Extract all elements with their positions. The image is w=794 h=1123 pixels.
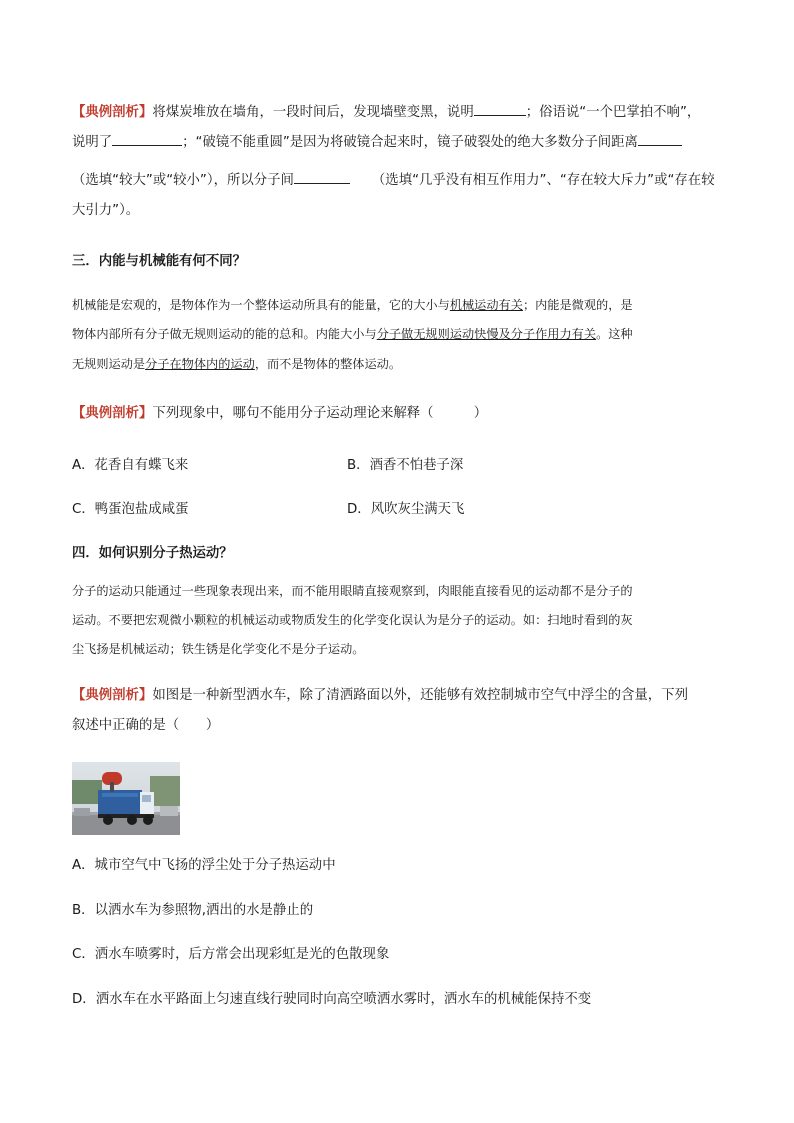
q3-line-2: 叙述中正确的是（ ） (72, 718, 220, 733)
q2-option-d[interactable]: D．风吹灰尘满天飞 (347, 502, 465, 517)
q2-stem: 【典例剖析】下列现象中，哪句不能用分子运动理论来解释（ ） (72, 406, 488, 421)
q3-option-d[interactable]: D．洒水车在水平路面上匀速直线行驶同时向高空喷洒水雾时，洒水车的机械能保持不变 (72, 992, 592, 1007)
sprinkler-truck-illustration (72, 762, 180, 835)
q1-line-2: 说明了 ；“破镜不能重圆”是因为将破镜合起来时，镜子破裂处的绝大多数分子间距离 (72, 131, 732, 153)
answer-blank[interactable] (638, 131, 682, 146)
q2-option-a[interactable]: A．花香自有蝶飞来 (72, 458, 189, 473)
section-3-line-1: 机械能是宏观的，是物体作为一个整体运动所具有的能量，它的大小与机械运动有关；内能是微观的，是 (72, 298, 633, 312)
example-tag: 【典例剖析】 (72, 105, 153, 120)
answer-blank[interactable] (474, 101, 526, 116)
section-3-title: 三．内能与机械能有何不同？ (72, 254, 247, 269)
sprinkler-truck-photo (72, 762, 180, 835)
section-4-title: 四．如何识别分子热运动？ (72, 546, 233, 561)
q2-option-c[interactable]: C．鸭蛋泡盐成咸蛋 (72, 502, 189, 517)
section-3-line-3: 无规则运动是分子在物体内的运动，而不是物体的整体运动。 (72, 357, 402, 371)
q3-option-a[interactable]: A．城市空气中飞扬的浮尘处于分子热运动中 (72, 858, 336, 873)
q3-line-1: 【典例剖析】如图是一种新型洒水车，除了清洒路面以外，还能够有效控制城市空气中浮尘的含量，下列 (72, 688, 688, 703)
q1-line-1: 【典例剖析】将煤炭堆放在墙角，一段时间后，发现墙壁变黑，说明 ；俗语说“一个巴掌拍不响”， (72, 101, 732, 123)
q1-line-4: 大引力”）。 (72, 203, 140, 218)
example-tag: 【典例剖析】 (72, 406, 153, 421)
section-4-line-1: 分子的运动只能通过一些现象表现出来，而不能用眼睛直接观察到，肉眼能直接看见的运动都不是分子的 (72, 584, 633, 598)
section-4-line-2: 运动。不要把宏观微小颗粒的机械运动或物质发生的化学变化误认为是分子的运动。如：扫地时看到的灰 (72, 613, 633, 627)
q1-line-3: （选填“较大”或“较小”），所以分子间 （选填“几乎没有相互作用力”、“存在较大斥力”或“存在较 (72, 169, 732, 191)
section-4-line-3: 尘飞扬是机械运动；铁生锈是化学变化不是分子运动。 (72, 642, 365, 656)
answer-blank[interactable] (294, 169, 350, 184)
q2-option-b[interactable]: B．酒香不怕巷子深 (347, 458, 464, 473)
q3-option-b[interactable]: B．以洒水车为参照物,洒出的水是静止的 (72, 903, 314, 918)
answer-blank[interactable] (112, 131, 182, 146)
q3-option-c[interactable]: C．洒水车喷雾时，后方常会出现彩虹是光的色散现象 (72, 947, 390, 962)
example-tag: 【典例剖析】 (72, 688, 153, 703)
section-3-line-2: 物体内部所有分子做无规则运动的能的总和。内能大小与分子做无规则运动快慢及分子作用力有关。这种 (72, 327, 633, 341)
